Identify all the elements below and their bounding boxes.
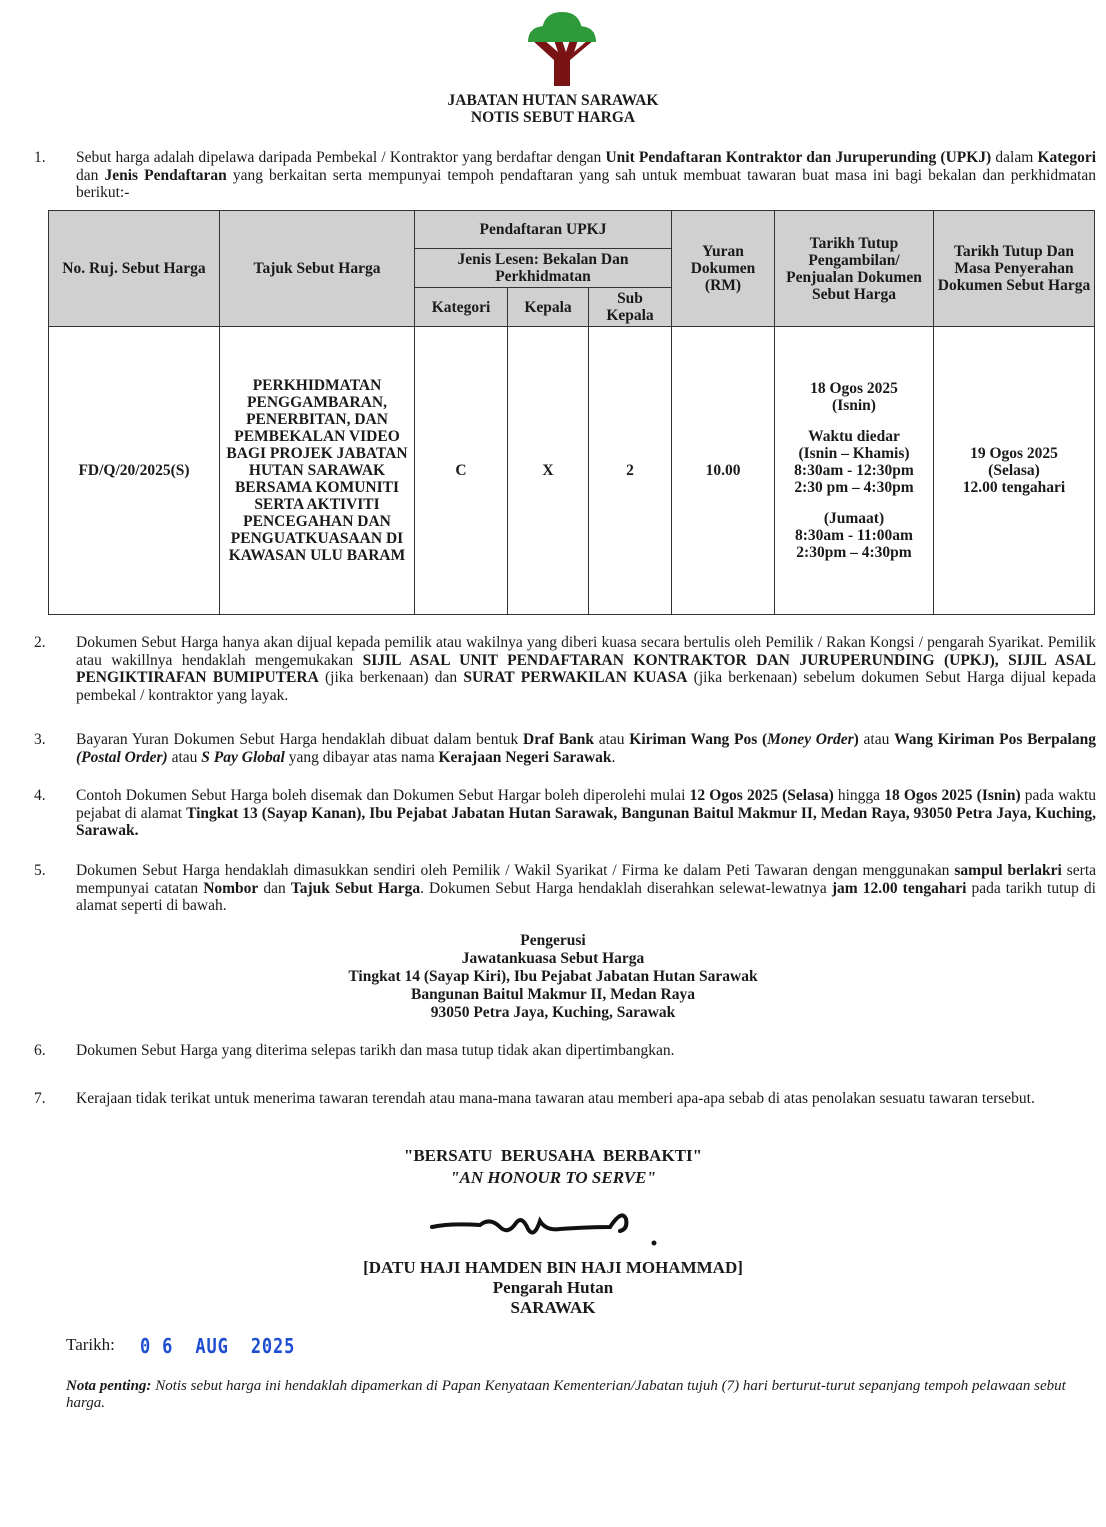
bold-text: Nombor xyxy=(203,879,259,897)
text-segment: pada tarikh tutup di alamat seperti di bawah. xyxy=(76,879,1096,914)
paragraph-number: 7. xyxy=(34,1090,46,1107)
friday-slot-2: 2:30pm – 4:30pm xyxy=(796,544,912,561)
text-segment: . Dokumen Sebut Harga hendaklah diserahkan selewat-lewatnya xyxy=(420,879,832,897)
bold-text: 12 Ogos 2025 (Selasa) xyxy=(689,787,834,804)
header-fee: Yuran Dokumen (RM) xyxy=(672,211,775,327)
paragraph-text xyxy=(76,731,1096,766)
header-sale-close: Tarikh Tutup Pengambilan/ Penjualan Dokumen Sebut Harga xyxy=(775,211,934,327)
paragraph-number: 6. xyxy=(34,1042,46,1059)
paragraph-5 xyxy=(28,862,1096,915)
address-line: 93050 Petra Jaya, Kuching, Sarawak xyxy=(430,1004,676,1021)
text-segment: Bayaran Yuran Dokumen Sebut Harga hendaklah dibuat dalam bentuk xyxy=(76,731,523,748)
text-segment: Dokumen Sebut Harga hanya akan dijual kepada pemilik atau wakilnya yang diberi kuasa secara bertulis oleh Pemilik / Rakan Kongsi / pengarah Syarikat. Pemilik atau wakillnya hendaklah mengemukakan xyxy=(76,634,1096,669)
bold-text: ) xyxy=(853,731,859,748)
cell-category: C xyxy=(415,327,508,615)
submit-day: (Selasa) xyxy=(988,462,1040,479)
header-licence: Jenis Lesen: Bekalan Dan Perkhidmatan xyxy=(415,249,672,288)
bold-text: S Pay Global xyxy=(201,748,285,766)
sale-date: 18 Ogos 2025 xyxy=(810,380,898,397)
address-line: Pengerusi xyxy=(520,932,586,949)
text-segment: atau xyxy=(594,731,630,748)
important-note xyxy=(66,1378,1066,1412)
friday-slot-1: 8:30am - 11:00am xyxy=(795,527,913,544)
text-segment: dan xyxy=(258,879,291,897)
org-name: JABATAN HUTAN SARAWAK xyxy=(447,92,659,109)
text-segment: (jika berkenaan) dan xyxy=(318,669,464,686)
hours-label: Waktu diedar xyxy=(808,428,900,445)
paragraph-4 xyxy=(28,787,1096,840)
paragraph-text xyxy=(76,787,1096,840)
cell-ref: FD/Q/20/2025(S) xyxy=(49,327,220,615)
address-block xyxy=(0,932,1106,1022)
cell-submit-close xyxy=(934,327,1095,615)
bold-text: Kerajaan Negeri Sarawak xyxy=(438,748,612,766)
signatory-position: Pengarah Hutan xyxy=(492,1278,614,1297)
weekday-slot-2: 2:30 pm – 4:30pm xyxy=(794,479,914,496)
submit-date: 19 Ogos 2025 xyxy=(970,445,1058,462)
submit-time: 12.00 tengahari xyxy=(962,479,1066,496)
bold-text: Draf Bank xyxy=(523,731,595,748)
signatory-name: [DATU HAJI HAMDEN BIN HAJI MOHAMMAD] xyxy=(363,1258,743,1277)
tree-logo xyxy=(524,10,600,86)
paragraph-text xyxy=(76,1042,1096,1060)
paragraph-number: 4. xyxy=(34,787,46,804)
text-segment: dan xyxy=(76,166,105,184)
text-segment: Contoh Dokumen Sebut Harga boleh disemak dan Dokumen Sebut Hargar boleh diperolehi mulai xyxy=(76,787,690,804)
motto-english: "AN HONOUR TO SERVE" xyxy=(450,1168,656,1187)
header-head: Kepala xyxy=(508,288,589,327)
paragraph-number: 2. xyxy=(34,634,46,651)
paragraph-6 xyxy=(28,1042,1096,1060)
text-segment: yang dibayar atas nama xyxy=(284,748,439,766)
notice-title: NOTIS SEBUT HARGA xyxy=(470,109,636,126)
cell-head: X xyxy=(508,327,589,615)
cell-sale-close xyxy=(775,327,934,615)
quotation-table xyxy=(48,210,1095,615)
address-line: Tingkat 14 (Sayap Kiri), Ibu Pejabat Jabatan Hutan Sarawak xyxy=(348,968,758,985)
paragraph-7 xyxy=(28,1090,1096,1108)
signatory-state: SARAWAK xyxy=(510,1298,596,1317)
address-line: Jawatankuasa Sebut Harga xyxy=(461,950,645,967)
address-line: Bangunan Baitul Makmur II, Medan Raya xyxy=(411,986,695,1003)
table-row xyxy=(49,327,1095,615)
bold-text: sampul berlakri xyxy=(954,862,1062,879)
bold-text: Wang Kiriman Pos Berpalang xyxy=(894,731,1096,748)
bold-text: jam 12.00 tengahari xyxy=(831,879,967,897)
sale-day: (Isnin) xyxy=(832,397,876,414)
bold-text: Kiriman Wang Pos ( xyxy=(629,731,768,748)
bold-text: Unit Pendaftaran Kontraktor dan Juruperunding (UPKJ) xyxy=(605,149,992,166)
text-segment: Sebut harga adalah dipelawa daripada Pembekal / Kontraktor yang berdaftar dengan xyxy=(76,149,606,166)
paragraph-1 xyxy=(28,149,1096,202)
text-segment: Dokumen Sebut Harga yang diterima selepas tarikh dan masa tutup tidak akan dipertimbangkan. xyxy=(76,1042,675,1059)
text-segment: Kerajaan tidak terikat untuk menerima tawaran terendah atau mana-mana tawaran atau memberi apa-apa sebab di atas penolakan sesuatu tawaran tersebut. xyxy=(76,1090,1035,1107)
text-segment: serta mempunyai catatan xyxy=(76,862,1097,897)
bold-text: SURAT PERWAKILAN KUASA xyxy=(463,669,688,686)
header-category: Kategori xyxy=(415,288,508,327)
bold-text: Tajuk Sebut Harga xyxy=(290,879,421,897)
text-segment: pada waktu pejabat di alamat xyxy=(76,787,1097,822)
header-ref: No. Ruj. Sebut Harga xyxy=(49,211,220,327)
date-stamp: 0 6 AUG 2025 xyxy=(140,1334,296,1358)
paragraph-text xyxy=(76,1090,1096,1108)
friday: (Jumaat) xyxy=(823,510,885,527)
header-title: Tajuk Sebut Harga xyxy=(220,211,415,327)
weekday-slot-1: 8:30am - 12:30pm xyxy=(794,462,914,479)
text-segment: atau xyxy=(858,731,895,748)
bold-text: (Postal Order) xyxy=(76,748,168,766)
signature xyxy=(430,1205,660,1250)
bold-text: Jenis Pendaftaran xyxy=(104,166,227,184)
bold-text: Kategori xyxy=(1037,149,1097,166)
bold-text: Tingkat 13 (Sayap Kanan), Ibu Pejabat Jabatan Hutan Sarawak, Bangunan Baitul Makmur II, Medan Raya, 93050 Petra Jaya, Kuching, Sarawak. xyxy=(76,804,1096,839)
text-segment: (jika berkenaan) sebelum dokumen Sebut Harga dijual kepada pembekal / kontraktor yang layak. xyxy=(76,669,1096,704)
paragraph-2 xyxy=(28,634,1096,704)
note-text: Notis sebut harga ini hendaklah dipamerkan di Papan Kenyataan Kementerian/Jabatan tujuh (7) hari berturut-turut sepanjang tempoh pelawaan sebut harga. xyxy=(66,1378,1066,1411)
cell-subhead: 2 xyxy=(589,327,672,615)
text-segment: Dokumen Sebut Harga hendaklah dimasukkan sendiri oleh Pemilik / Wakil Syarikat / Firma ke dalam Peti Tawaran dengan menggunakan xyxy=(76,862,955,879)
text-segment: atau xyxy=(167,748,202,766)
note-label: Nota penting: xyxy=(66,1378,152,1394)
date-label: Tarikh: xyxy=(66,1335,115,1354)
paragraph-number: 3. xyxy=(34,731,46,748)
paragraph-text xyxy=(76,149,1096,202)
paragraph-number: 5. xyxy=(34,862,46,879)
text-segment: hingga xyxy=(833,787,885,804)
motto-malay: "BERSATU BERUSAHA BERBAKTI" xyxy=(403,1146,703,1165)
weekdays: (Isnin – Khamis) xyxy=(798,445,910,462)
cell-title: PERKHIDMATAN PENGGAMBARAN, PENERBITAN, DAN PEMBEKALAN VIDEO BAGI PROJEK JABATAN HUTAN SARAWAK BERSAMA KOMUNITI SERTA AKTIVITI PENCEGAHAN DAN PENGUATKUASAAN DI KAWASAN ULU BARAM xyxy=(220,327,415,615)
header-upkj: Pendaftaran UPKJ xyxy=(415,211,672,249)
paragraph-text xyxy=(76,634,1096,704)
bold-text: 18 Ogos 2025 (Isnin) xyxy=(884,787,1021,804)
bold-text: SIJIL ASAL UNIT PENDAFTARAN KONTRAKTOR DAN JURUPERUNDING (UPKJ), SIJIL ASAL PENGIKTIRAFAN BUMIPUTERA xyxy=(76,651,1097,686)
text-segment: . xyxy=(611,748,616,766)
header-subhead: Sub Kepala xyxy=(589,288,672,327)
cell-fee: 10.00 xyxy=(672,327,775,615)
paragraph-text xyxy=(76,862,1096,915)
text-segment: dalam xyxy=(991,149,1038,166)
paragraph-number: 1. xyxy=(34,149,46,166)
text-segment: yang berkaitan serta mempunyai tempoh pendaftaran yang sah untuk membuat tawaran buat masa ini bagi bekalan dan perkhidmatan berikut:- xyxy=(76,166,1097,201)
paragraph-3 xyxy=(28,731,1096,766)
bold-text: Money Order xyxy=(767,731,854,748)
header-submit-close: Tarikh Tutup Dan Masa Penyerahan Dokumen Sebut Harga xyxy=(934,211,1095,327)
